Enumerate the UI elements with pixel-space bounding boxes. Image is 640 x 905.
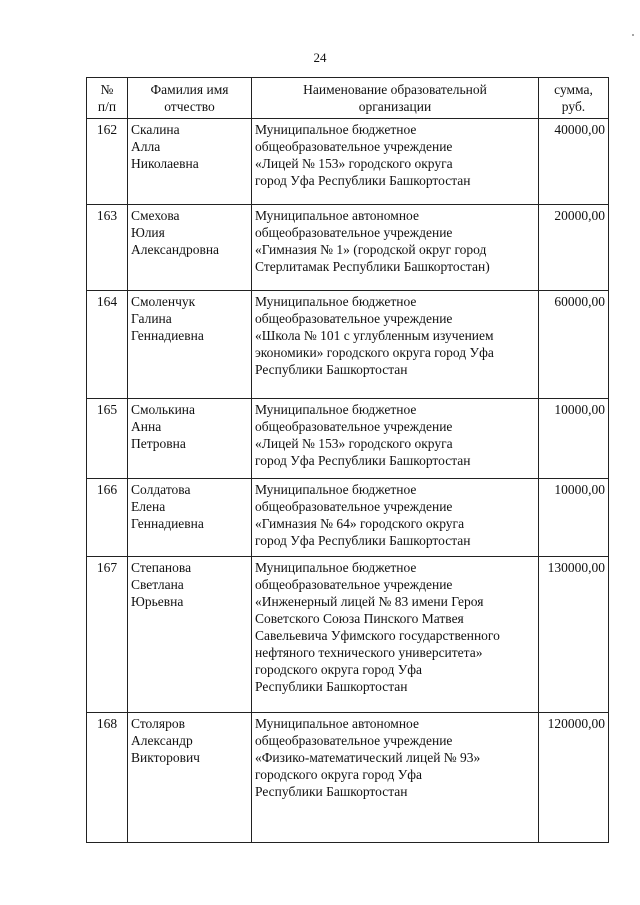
organization-name-line: «Гимназия № 1» (городской округ город	[255, 242, 487, 257]
organization-name	[252, 557, 539, 713]
organization-name-line: «Инженерный лицей № 83 имени Героя	[255, 594, 484, 609]
header-num	[87, 78, 128, 119]
amount: 60000,00	[539, 291, 609, 399]
table-row	[87, 713, 609, 843]
person-name-line: Геннадиевна	[131, 328, 204, 343]
person-name	[128, 557, 252, 713]
organization-name-line: общеобразовательное учреждение	[255, 419, 453, 434]
header-name-line: Фамилия имя	[150, 82, 229, 97]
header-num-line: №	[100, 82, 114, 97]
table-row	[87, 399, 609, 479]
organization-name-line: Муниципальное автономное	[255, 716, 419, 731]
table-row	[87, 479, 609, 557]
row-number: 167	[87, 557, 128, 713]
organization-name-line: Савельевича Уфимского государственного	[255, 628, 500, 643]
organization-name	[252, 119, 539, 205]
organization-name	[252, 399, 539, 479]
organization-name-line: Муниципальное бюджетное	[255, 294, 417, 309]
table-header-row	[87, 78, 609, 119]
person-name-line: Алла	[131, 139, 161, 154]
organization-name-line: Республики Башкортостан	[255, 784, 408, 799]
header-sum-line: сумма,	[554, 82, 593, 97]
organization-name-line: общеобразовательное учреждение	[255, 225, 453, 240]
amount: 20000,00	[539, 205, 609, 291]
person-name-line: Солдатова	[131, 482, 191, 497]
organization-name	[252, 205, 539, 291]
row-number: 168	[87, 713, 128, 843]
header-org-line: организации	[358, 99, 432, 114]
organization-name-line: городского округа город Уфа	[255, 767, 423, 782]
organization-name-line: общеобразовательное учреждение	[255, 139, 453, 154]
row-number: 163	[87, 205, 128, 291]
person-name-line: Геннадиевна	[131, 516, 204, 531]
person-name-line: Анна	[131, 419, 162, 434]
amount: 130000,00	[539, 557, 609, 713]
person-name-line: Николаевна	[131, 156, 199, 171]
table-row	[87, 557, 609, 713]
organization-name-line: общеобразовательное учреждение	[255, 499, 453, 514]
amount: 10000,00	[539, 479, 609, 557]
person-name	[128, 399, 252, 479]
registry-table	[86, 77, 609, 843]
organization-name-line: Стерлитамак Республики Башкортостан)	[255, 259, 490, 274]
organization-name-line: экономики» городского округа город Уфа	[255, 345, 494, 360]
person-name-line: Александровна	[131, 242, 220, 257]
organization-name	[252, 713, 539, 843]
organization-name-line: Республики Башкортостан	[255, 362, 408, 377]
organization-name-line: «Гимназия № 64» городского округа	[255, 516, 465, 531]
table-body	[87, 119, 609, 843]
organization-name-line: Муниципальное бюджетное	[255, 482, 417, 497]
organization-name-line: Муниципальное бюджетное	[255, 122, 417, 137]
person-name-line: Смехова	[131, 208, 180, 223]
organization-name-line: «Лицей № 153» городского округа	[255, 156, 453, 171]
organization-name-line: Муниципальное автономное	[255, 208, 419, 223]
person-name	[128, 479, 252, 557]
person-name-line: Смоленчук	[131, 294, 196, 309]
person-name-line: Столяров	[131, 716, 185, 731]
person-name	[128, 291, 252, 399]
organization-name-line: Советского Союза Пинского Матвея	[255, 611, 464, 626]
amount: 120000,00	[539, 713, 609, 843]
organization-name-line: Республики Башкортостан	[255, 679, 408, 694]
person-name-line: Смолькина	[131, 402, 196, 417]
header-name-line: отчество	[164, 99, 215, 114]
person-name-line: Юрьевна	[131, 594, 184, 609]
scan-artifact	[632, 34, 634, 36]
organization-name-line: общеобразовательное учреждение	[255, 733, 453, 748]
organization-name-line: городского округа город Уфа	[255, 662, 423, 677]
header-sum-line: руб.	[561, 99, 586, 114]
amount: 40000,00	[539, 119, 609, 205]
organization-name-line: «Школа № 101 с углубленным изучением	[255, 328, 494, 343]
table-row	[87, 291, 609, 399]
person-name-line: Юлия	[131, 225, 165, 240]
header-sum	[539, 78, 609, 119]
organization-name-line: Муниципальное бюджетное	[255, 560, 417, 575]
person-name-line: Елена	[131, 499, 166, 514]
row-number: 162	[87, 119, 128, 205]
organization-name-line: нефтяного технического университета»	[255, 645, 483, 660]
row-number: 165	[87, 399, 128, 479]
table-row	[87, 205, 609, 291]
organization-name-line: «Лицей № 153» городского округа	[255, 436, 453, 451]
organization-name-line: «Физико-математический лицей № 93»	[255, 750, 481, 765]
table-row	[87, 119, 609, 205]
organization-name-line: город Уфа Республики Башкортостан	[255, 173, 471, 188]
organization-name	[252, 479, 539, 557]
person-name-line: Скалина	[131, 122, 180, 137]
person-name-line: Петровна	[131, 436, 186, 451]
person-name-line: Степанова	[131, 560, 192, 575]
person-name	[128, 119, 252, 205]
row-number: 164	[87, 291, 128, 399]
person-name-line: Викторович	[131, 750, 200, 765]
organization-name	[252, 291, 539, 399]
row-number: 166	[87, 479, 128, 557]
person-name	[128, 713, 252, 843]
organization-name-line: город Уфа Республики Башкортостан	[255, 453, 471, 468]
header-org-line: Наименование образовательной	[303, 82, 487, 97]
organization-name-line: город Уфа Республики Башкортостан	[255, 533, 471, 548]
person-name-line: Галина	[131, 311, 172, 326]
person-name-line: Александр	[131, 733, 193, 748]
organization-name-line: общеобразовательное учреждение	[255, 577, 453, 592]
page-number: 24	[313, 50, 327, 65]
amount: 10000,00	[539, 399, 609, 479]
organization-name-line: общеобразовательное учреждение	[255, 311, 453, 326]
header-name	[128, 78, 252, 119]
header-org	[252, 78, 539, 119]
person-name	[128, 205, 252, 291]
header-num-line: п/п	[97, 99, 117, 114]
person-name-line: Светлана	[131, 577, 184, 592]
organization-name-line: Муниципальное бюджетное	[255, 402, 417, 417]
